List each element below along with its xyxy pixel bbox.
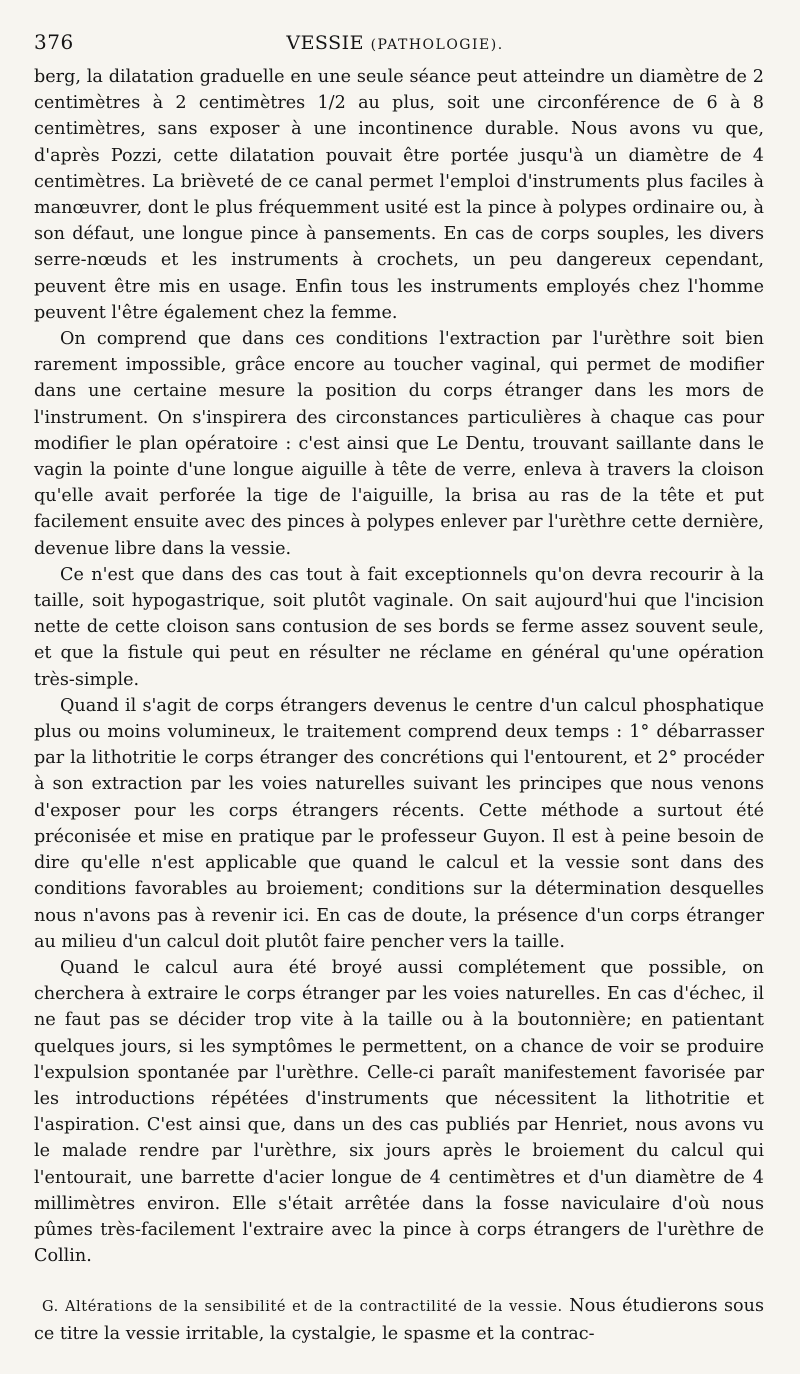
- running-title: [86, 32, 764, 54]
- paragraph-continued: berg, la dilatation graduelle en une seule séance peut atteindre un diamètre de 2 centimètres à 2 centimètres 1/2 au plus, soit une circonférence de 6 à 8 centimètres, sans exposer à une incontinence durable. Nous avons vu que, d'après Pozzi, cette dilatation pouvait être portée jusqu'à un diamètre de 4 centimètres. La brièveté de ce canal permet l'emploi d'instruments plus faciles à manœuvrer, dont le plus fréquemment usité est la pince à polypes ordinaire ou, à son défaut, une longue pince à pansements. En cas de corps souples, les divers serre-nœuds et les instruments à crochets, un peu dangereux cependant, peuvent être mis en usage. Enfin tous les instruments employés chez l'homme peuvent l'être également chez la femme.: [34, 67, 764, 323]
- running-title-main: VESSIE: [286, 32, 365, 54]
- section-heading: G. Altérations de la sensibilité et de la contractilité de la vessie.: [42, 1299, 563, 1316]
- paragraph: On comprend que dans ces conditions l'extraction par l'urèthre soit bien rarement impossible, grâce encore au toucher vaginal, qui permet de modifier dans une certaine mesure la position du corps étranger dans les mors de l'instrument. On s'inspirera des circonstances particulières à chaque cas pour modifier le plan opératoire : c'est ainsi que Le Dentu, trouvant saillante dans le vagin la pointe d'une longue aiguille à tête de verre, enleva à travers la cloison qu'elle avait perforée la tige de l'aiguille, la brisa au ras de la tête et put facilement ensuite avec des pinces à polypes enlever par l'urèthre cette dernière, devenue libre dans la vessie.: [34, 329, 764, 559]
- running-head: [34, 30, 764, 64]
- paragraph: Quand le calcul aura été broyé aussi complétement que possible, on cherchera à extraire le corps étranger par les voies naturelles. En cas d'échec, il ne faut pas se décider trop vite à la taille ou à la boutonnière; en patientant quelques jours, si les symptômes le permettent, on a chance de voir se produire l'expulsion spontanée par l'urèthre. Celle-ci paraît manifestement favorisée par les introductions répétées d'instruments que nécessitent la lithotritie et l'aspiration. C'est ainsi que, dans un des cas publiés par Henriet, nous avons vu le malade rendre par l'urèthre, six jours après le broiement du calcul qui l'entourait, une barrette d'acier longue de 4 centimètres et d'un diamètre de 4 millimètres environ. Elle s'était arrêtée dans la fosse naviculaire d'où nous pûmes très-facilement l'extraire avec la pince à corps étrangers de l'urèthre de Collin.: [34, 957, 764, 1267]
- running-title-subtitle: (PATHOLOGIE).: [370, 37, 504, 53]
- paragraph: Quand il s'agit de corps étrangers devenus le centre d'un calcul phosphatique plus ou moins volumineux, le traitement comprend deux temps : 1° débarrasser par la lithotritie le corps étranger des concrétions qui l'entourent, et 2° procéder à son extraction par les voies naturelles suivant les principes que nous venons d'exposer pour les corps étrangers récents. Cette méthode a surtout été préconisée et mise en pratique par le professeur Guyon. Il est à peine besoin de dire qu'elle n'est applicable que quand le calcul et la vessie sont dans des conditions favorables au broiement; conditions sur la détermination desquelles nous n'avons pas à revenir ici. En cas de doute, la présence d'un corps étranger au milieu d'un calcul doit plutôt faire pencher vers la taille.: [34, 695, 764, 952]
- paragraph: Ce n'est que dans des cas tout à fait exceptionnels qu'on devra recourir à la taille, soit hypogastrique, soit plutôt vaginale. On sait aujourd'hui que l'incision nette de cette cloison sans contusion de ses bords se ferme assez souvent seule, et que la fistule qui peut en résulter ne réclame en général qu'une opération très-simple.: [34, 564, 764, 690]
- section-heading-paragraph: [34, 1293, 764, 1346]
- section-text: Nous étudierons sous ce titre la vessie irritable, la cystalgie, le spasme et la contrac-: [34, 1296, 765, 1344]
- page-number: 376: [34, 30, 74, 54]
- body-text: [34, 64, 764, 1269]
